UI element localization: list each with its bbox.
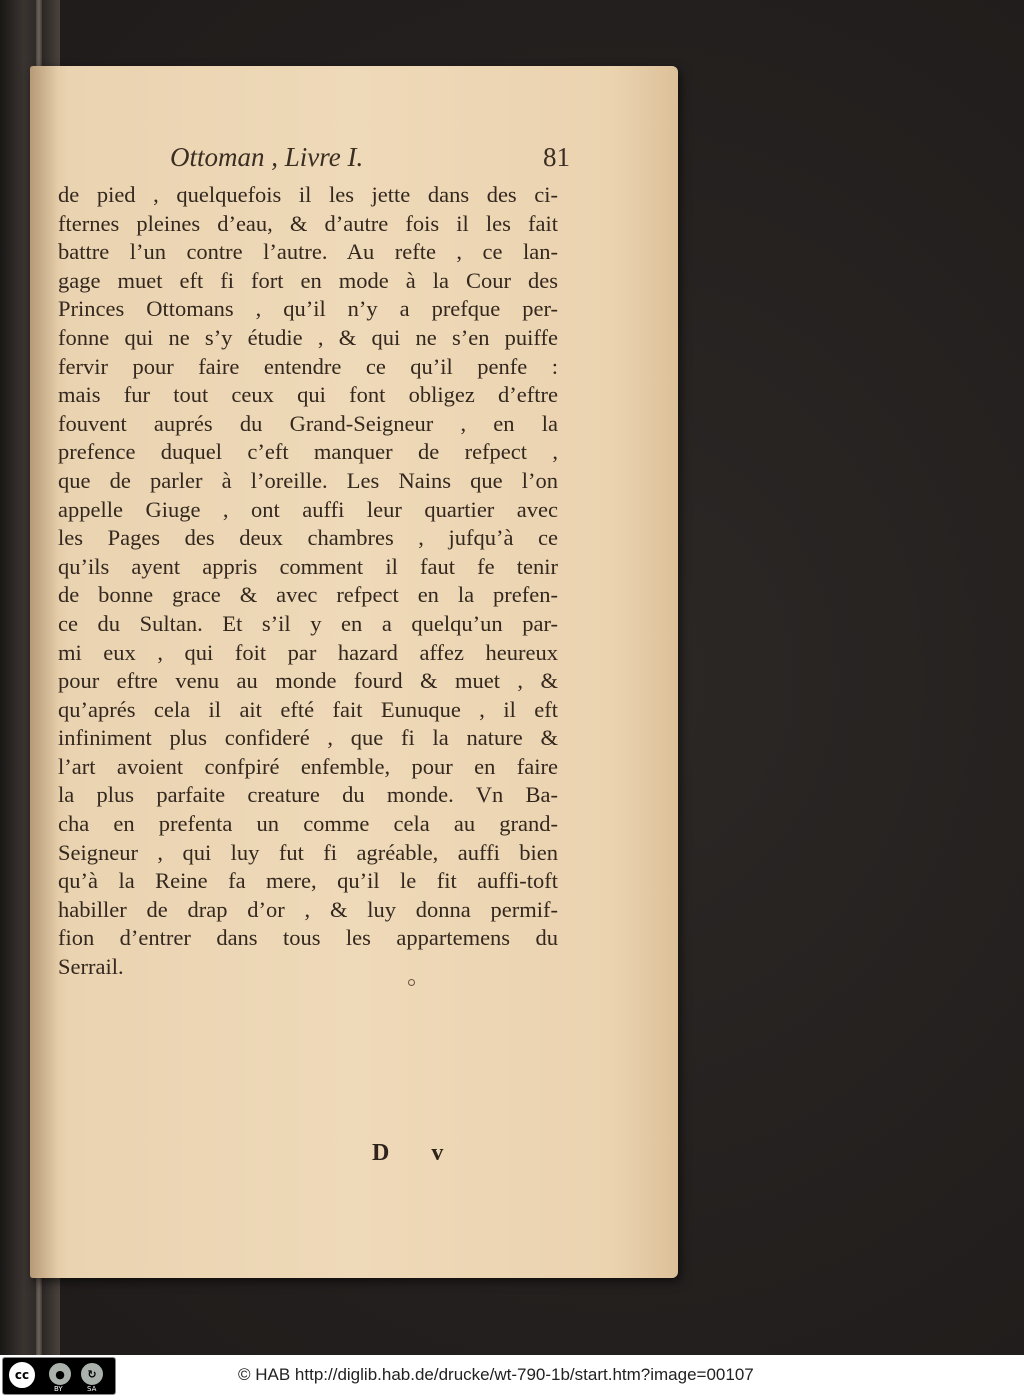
text-line: qu’aprés cela il ait efté fait Eunuque , il eft xyxy=(58,696,558,722)
by-label: BY xyxy=(54,1385,63,1393)
text-line: Princes Ottomans , qu’il n’y a prefque per- xyxy=(58,296,558,322)
text-line: infiniment plus confideré , que fi la nature & xyxy=(58,725,558,751)
text-line: pour eftre venu au monde fourd & muet , & xyxy=(58,668,558,694)
copyright-notice: © HAB http://diglib.hab.de/drucke/wt-790-1b/start.htm?image=00107 xyxy=(238,1365,754,1384)
text-line: les Pages des deux chambres , jufqu’à ce xyxy=(58,525,558,551)
cc-license-badge[interactable] xyxy=(2,1357,116,1395)
text-line: de pied , quelquefois il les jette dans des ci- xyxy=(58,182,558,207)
text-line: fion d’entrer dans tous les appartemens du xyxy=(58,925,558,951)
text-line: cha en prefenta un comme cela au grand- xyxy=(58,811,558,837)
page-gutter-shadow xyxy=(30,66,58,1278)
ornament-dot xyxy=(408,979,415,986)
text-line: habiller de drap d’or , & luy donna permif- xyxy=(58,896,558,922)
text-line: mi eux , qui foit par hazard affez heureux xyxy=(58,639,558,665)
text-line: fouvent auprés du Grand-Seigneur , en la xyxy=(58,410,558,436)
body-text xyxy=(58,181,558,982)
sa-icon: ↻ xyxy=(79,1361,105,1387)
footer-bar xyxy=(0,1355,1024,1395)
cc-icon: cc xyxy=(7,1360,37,1390)
running-title: Ottoman , Livre I. xyxy=(170,142,364,172)
text-line: la plus parfaite creature du monde. Vn Ba- xyxy=(58,782,558,808)
text-line: fervir pour faire entendre ce qu’il penfe : xyxy=(58,353,558,379)
text-line: de bonne grace & avec refpect en la prefen- xyxy=(58,582,558,608)
text-line: prefence duquel c’eft manquer de refpect , xyxy=(58,439,558,465)
book-page xyxy=(30,66,678,1278)
text-line: qu’ils ayent appris comment il faut fe tenir xyxy=(58,553,558,579)
page-number: 81 xyxy=(543,142,570,172)
text-line: l’art avoient confpiré enfemble, pour en faire xyxy=(58,753,558,779)
signature-mark: D v xyxy=(372,1140,462,1166)
text-line: que de parler à l’oreille. Les Nains que l’on xyxy=(58,467,558,493)
text-line: fonne qui ne s’y étudie , & qui ne s’en puiffe xyxy=(58,324,558,350)
by-icon: ● xyxy=(47,1361,73,1387)
text-line: fternes pleines d’eau, & d’autre fois il les fait xyxy=(58,210,558,236)
text-line: ce du Sultan. Et s’il y en a quelqu’un par- xyxy=(58,610,558,636)
text-line: appelle Giuge , ont auffi leur quartier avec xyxy=(58,496,558,522)
running-head xyxy=(170,142,590,182)
sa-label: SA xyxy=(87,1385,97,1393)
text-line: gage muet eft fi fort en mode à la Cour des xyxy=(58,267,558,293)
text-line: Serrail. xyxy=(58,954,124,980)
text-line: mais fur tout ceux qui font obligez d’eftre xyxy=(58,382,558,408)
text-line: Seigneur , qui luy fut fi agréable, auffi bien xyxy=(58,839,558,865)
text-line: battre l’un contre l’autre. Au refte , ce lan- xyxy=(58,239,558,265)
text-line: qu’à la Reine fa mere, qu’il le fit auffi-toft xyxy=(58,868,558,894)
